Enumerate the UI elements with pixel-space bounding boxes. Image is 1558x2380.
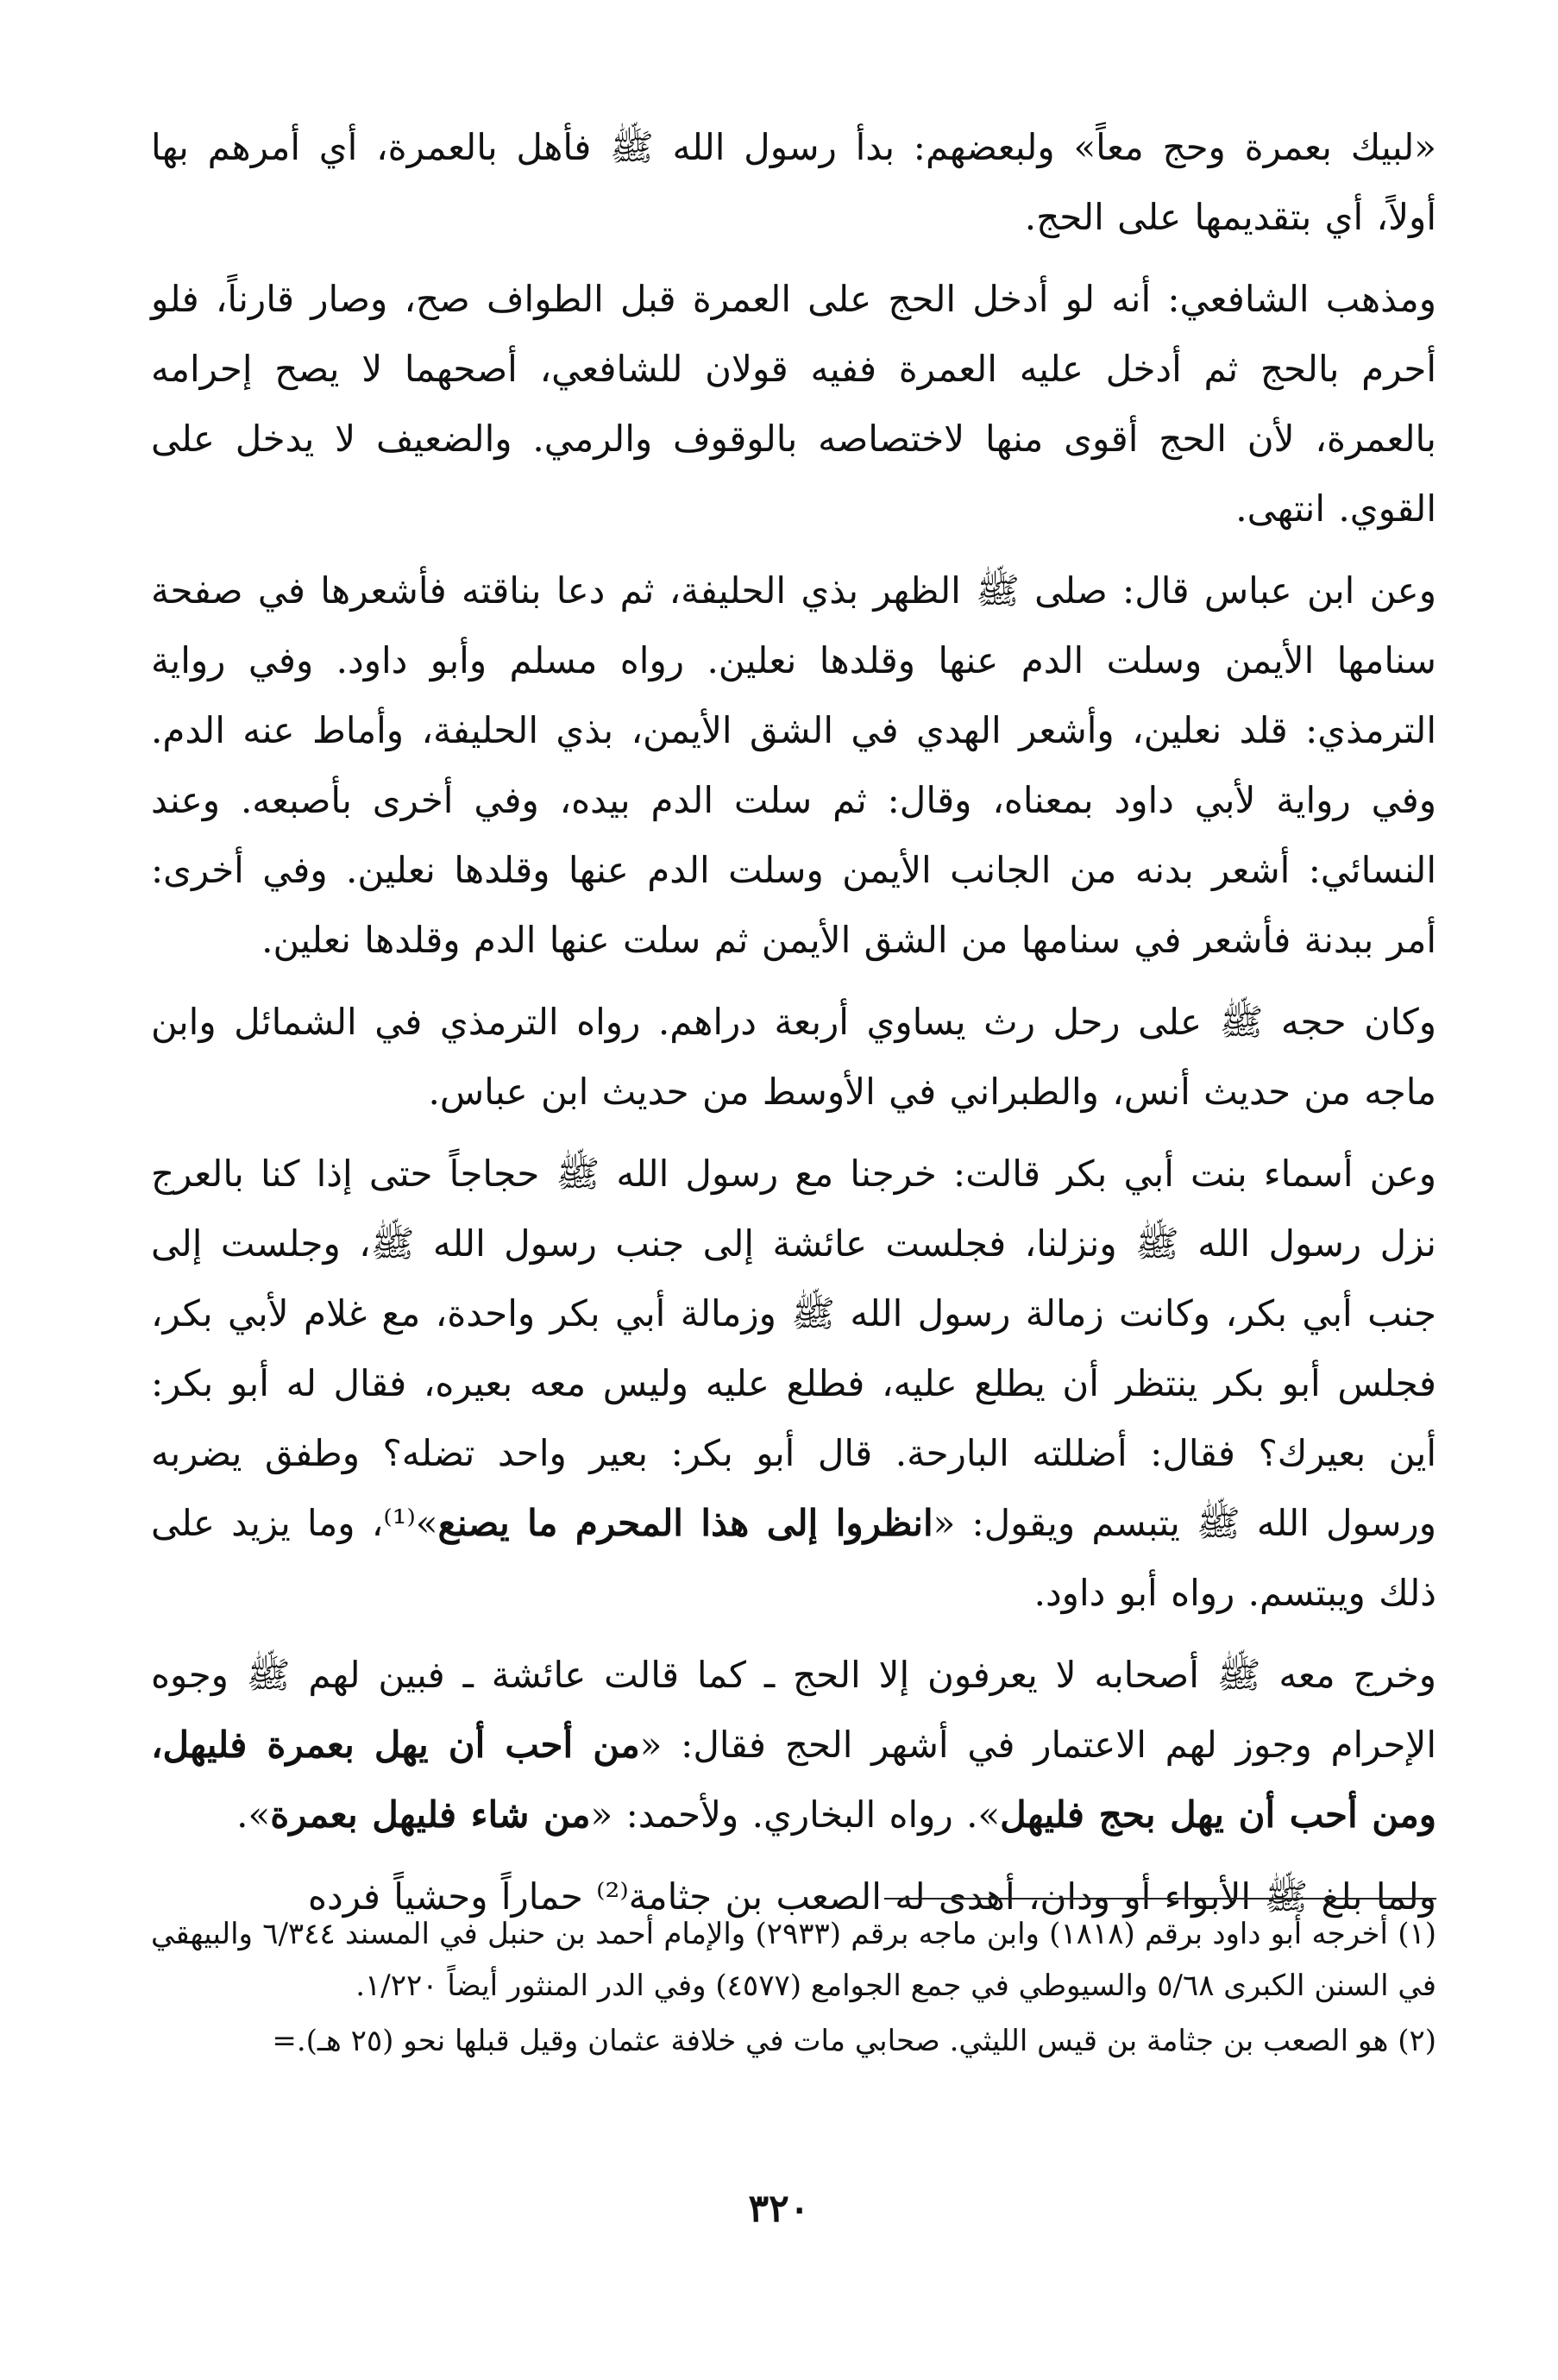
footnote-1: [151, 1908, 1436, 2012]
paragraph-text: »⁽¹⁾، وما يزيد على ذلك ويبتسم. رواه أبو داود.: [151, 1502, 1436, 1614]
hadith-quote-bold: من شاء فليهل بعمرة: [270, 1793, 591, 1836]
paragraph-2: [151, 264, 1436, 543]
paragraph-6: [151, 1640, 1436, 1849]
paragraph-text: ».: [236, 1793, 271, 1836]
hadith-quote-bold: من أحب أن يهل بعمرة فليهل، ومن أحب أن يهل بحج فليهل: [151, 1724, 1436, 1836]
paragraph-text: «لبيك بعمرة وحج معاً» ولبعضهم: بدأ رسول الله ﷺ فأهل بالعمرة، أي أمرهم بها أولاً، أي بتقديمها على الحج.: [151, 126, 1436, 238]
paragraph-text: وخرج معه ﷺ أصحابه لا يعرفون إلا الحج ـ كما قالت عائشة ـ فبين لهم ﷺ وجوه الإحرام وجوز لهم الاعتمار في أشهر الحج فقال: «: [151, 1654, 1436, 1766]
main-text: [151, 112, 1436, 1944]
paragraph-text: وكان حجه ﷺ على رحل رث يساوي أربعة دراهم. رواه الترمذي في الشمائل وابن ماجه من حديث أنس، والطبراني في الأوسط من حديث ابن عباس.: [151, 1001, 1436, 1113]
hadith-quote-bold: انظروا إلى هذا المحرم ما يصنع: [437, 1502, 933, 1544]
paragraph-text: ». رواه البخاري. ولأحمد: «: [590, 1793, 1001, 1836]
paragraph-4: [151, 987, 1436, 1127]
paragraph-3: [151, 556, 1436, 975]
paragraph-text: وعن أسماء بنت أبي بكر قالت: خرجنا مع رسول الله ﷺ حجاجاً حتى إذا كنا بالعرج نزل رسول الله ﷺ ونزلنا، فجلست عائشة إلى جنب رسول الله ﷺ، وجلست إلى جنب أبي بكر، وكانت زمالة رسول الله ﷺ وزمالة أبي بكر واحدة، مع غلام لأبي بكر، فجلس أبو بكر ينتظر أن يطلع عليه، فطلع عليه وليس معه بعيره، فقال له أبو بكر: أين بعيرك؟ فقال: أضللته البارحة. قال أبو بكر: بعير واحد تضله؟ وطفق يضربه ورسول الله ﷺ يتبسم ويقول: «: [151, 1152, 1436, 1544]
paragraph-1: [151, 112, 1436, 252]
footnote-text: (٢) هو الصعب بن جثامة بن قيس الليثي. صحابي مات في خلافة عثمان وقيل قبلها نحو (٢٥ هـ).=: [272, 2024, 1436, 2058]
footnote-text: (١) أخرجه أبو داود برقم (١٨١٨) وابن ماجه برقم (٢٩٣٣) والإمام أحمد بن حنبل في المسند ٦/٣٤٤ والبيهقي في السنن الكبرى ٥/٦٨ والسيوطي في جمع الجوامع (٤٥٧٧) وفي الدر المنثور أيضاً ١/٢٢٠.: [151, 1917, 1437, 2003]
paragraph-text: ومذهب الشافعي: أنه لو أدخل الحج على العمرة قبل الطواف صح، وصار قارناً، فلو أحرم بالحج ثم أدخل عليه العمرة ففيه قولان للشافعي، أصحهما لا يصح إحرامه بالعمرة، لأن الحج أقوى منها لاختصاصه بالوقوف والرمي. والضعيف لا يدخل على القوي. انتهى.: [151, 278, 1436, 530]
paragraph-text: وعن ابن عباس قال: صلى ﷺ الظهر بذي الحليفة، ثم دعا بناقته فأشعرها في صفحة سنامها الأيمن وسلت الدم عنها وقلدها نعلين. رواه مسلم وأبو داود. وفي رواية الترمذي: قلد نعلين، وأشعر الهدي في الشق الأيمن، بذي الحليفة، وأماط عنه الدم. وفي رواية لأبي داود بمعناه، وقال: ثم سلت الدم بيده، وفي أخرى بأصبعه. وعند النسائي: أشعر بدنه من الجانب الأيمن وسلت الدم عنها وقلدها نعلين. وفي أخرى: أمر ببدنة فأشعر في سنامها من الشق الأيمن ثم سلت عنها الدم وقلدها نعلين.: [151, 569, 1436, 961]
paragraph-5: [151, 1139, 1436, 1628]
footnote-2: [151, 2015, 1436, 2067]
page-number: ٣٢٠: [748, 2187, 810, 2231]
paragraph-text: ولما بلغ ﷺ الأبواء أو ودان، أهدى له الصعب بن جثامة⁽²⁾ حماراً وحشياً فرده: [307, 1875, 1436, 1918]
footnote-divider: [884, 1898, 1436, 1900]
footnotes: [151, 1908, 1436, 2070]
